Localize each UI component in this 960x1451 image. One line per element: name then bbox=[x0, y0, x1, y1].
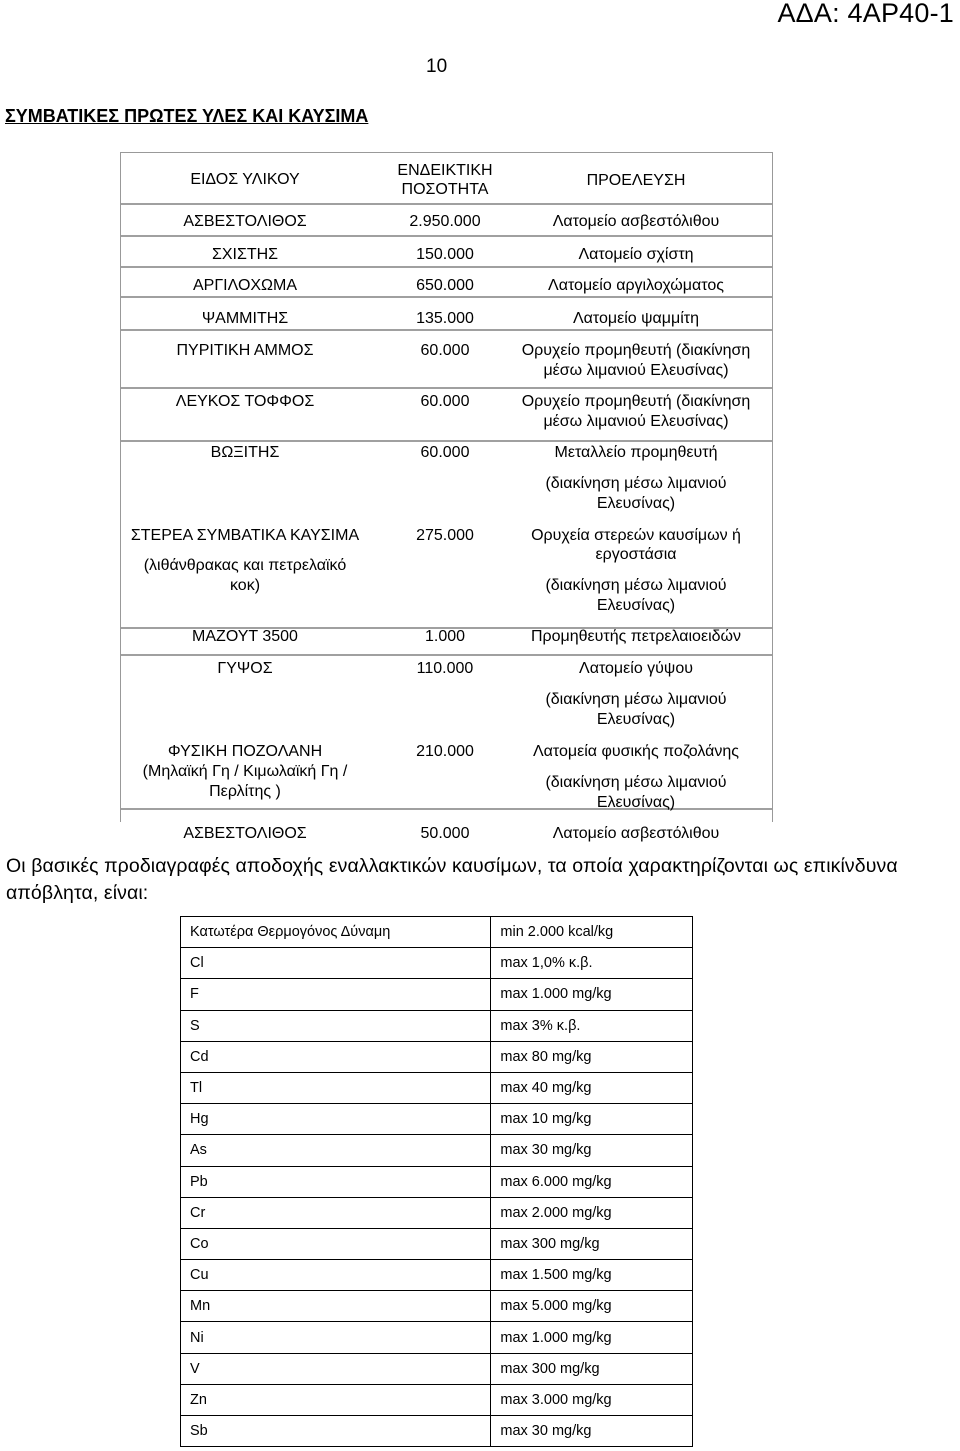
spec-name: Cr bbox=[181, 1197, 491, 1228]
table-row-origin: Λατομείο ασβεστόλιθου bbox=[552, 825, 720, 842]
ada-code: ΑΔΑ: 4ΑΡ40-1 bbox=[777, 0, 954, 28]
spec-value: max 3.000 mg/kg bbox=[491, 1384, 693, 1415]
spec-name: V bbox=[181, 1353, 491, 1384]
spec-name: Cd bbox=[181, 1041, 491, 1072]
table-row-type: ΠΥΡΙΤΙΚΗ ΑΜΜΟΣ bbox=[176, 342, 314, 359]
table-row-qty: 60.000 bbox=[420, 393, 470, 410]
table-row-origin: Προμηθευτής πετρελαιοειδών bbox=[530, 628, 742, 645]
table-row bbox=[181, 948, 693, 979]
table-row-qty: 110.000 bbox=[416, 660, 474, 677]
table-row bbox=[181, 1072, 693, 1103]
table-row-type-cont: (λιθάνθρακας και πετρελαϊκό bbox=[143, 557, 347, 574]
spec-name: Ni bbox=[181, 1322, 491, 1353]
table-row-qty: 650.000 bbox=[416, 277, 474, 294]
spec-name: Sb bbox=[181, 1416, 491, 1447]
spec-value: max 1.000 mg/kg bbox=[491, 1322, 693, 1353]
table-row-qty: 150.000 bbox=[416, 246, 474, 263]
table-row bbox=[181, 979, 693, 1010]
spec-value: max 2.000 mg/kg bbox=[491, 1197, 693, 1228]
table-row-qty: 60.000 bbox=[420, 342, 470, 359]
table-row-qty: 135.000 bbox=[416, 310, 474, 327]
table-row-type: ΒΩΞΙΤΗΣ bbox=[210, 444, 280, 461]
spec-value: max 3% κ.β. bbox=[491, 1010, 693, 1041]
table-row-qty: 2.950.000 bbox=[409, 213, 481, 230]
table-row bbox=[181, 1416, 693, 1447]
table-row-type: ΑΣΒΕΣΤΟΛΙΘΟΣ bbox=[183, 825, 307, 842]
spec-name: Κατωτέρα Θερμογόνος Δύναμη bbox=[181, 917, 491, 948]
table-row-origin-cont: μέσω λιμανιού Ελευσίνας) bbox=[543, 362, 729, 379]
table-row bbox=[181, 1010, 693, 1041]
table-row bbox=[181, 917, 693, 948]
spec-value: max 30 mg/kg bbox=[491, 1416, 693, 1447]
table-row-origin-cont: Ελευσίνας) bbox=[596, 711, 676, 728]
table-row-type-cont: κοκ) bbox=[229, 577, 261, 594]
table-row-qty: 60.000 bbox=[420, 444, 470, 461]
spec-value: min 2.000 kcal/kg bbox=[491, 917, 693, 948]
spec-name: Pb bbox=[181, 1166, 491, 1197]
table-row-qty: 210.000 bbox=[416, 743, 474, 760]
specs-intro-paragraph: Οι βασικές προδιαγραφές αποδοχής εναλλακτικών καυσίμων, τα οποία χαρακτηρίζονται ως επικίνδυνα απόβλητα, είναι: bbox=[6, 855, 898, 904]
table-row bbox=[181, 1197, 693, 1228]
spec-value: max 10 mg/kg bbox=[491, 1104, 693, 1135]
spec-value: max 5.000 mg/kg bbox=[491, 1291, 693, 1322]
spec-value: max 1.500 mg/kg bbox=[491, 1260, 693, 1291]
spec-name: F bbox=[181, 979, 491, 1010]
spec-value: max 300 mg/kg bbox=[491, 1353, 693, 1384]
table-row bbox=[181, 1353, 693, 1384]
table-row-type: ΛΕΥΚΟΣ ΤΟΦΦΟΣ bbox=[175, 393, 315, 410]
table-row-type: ΦΥΣΙΚΗ ΠΟΖΟΛΑΝΗ bbox=[167, 743, 323, 760]
table-row bbox=[181, 1104, 693, 1135]
spec-name: Zn bbox=[181, 1384, 491, 1415]
header-qty-line2: ΠΟΣΟΤΗΤΑ bbox=[401, 181, 489, 198]
spec-name: Mn bbox=[181, 1291, 491, 1322]
table-row-origin: Λατομείο ασβεστόλιθου bbox=[552, 213, 720, 230]
table-row-origin: Λατομείο γύψου bbox=[579, 660, 693, 677]
spec-name: As bbox=[181, 1135, 491, 1166]
spec-name: Cu bbox=[181, 1260, 491, 1291]
table-row-type-cont: (Μηλαϊκή Γη / Κιμωλαϊκή Γη / bbox=[142, 763, 348, 780]
table-row-qty: 275.000 bbox=[416, 527, 474, 544]
spec-name: Hg bbox=[181, 1104, 491, 1135]
table-row-type: ΣΤΕΡΕΑ ΣΥΜΒΑΤΙΚΑ ΚΑΥΣΙΜΑ bbox=[130, 527, 360, 544]
spec-value: max 6.000 mg/kg bbox=[491, 1166, 693, 1197]
table-row-origin: Λατομείο αργιλοχώματος bbox=[548, 277, 724, 294]
table-row bbox=[181, 1228, 693, 1259]
spec-table bbox=[180, 916, 693, 1447]
spec-value: max 80 mg/kg bbox=[491, 1041, 693, 1072]
spec-value: max 40 mg/kg bbox=[491, 1072, 693, 1103]
spec-value: max 1.000 mg/kg bbox=[491, 979, 693, 1010]
table-row-origin: Λατομείο σχίστη bbox=[578, 246, 694, 263]
table-row-origin-cont: Ελευσίνας) bbox=[596, 495, 676, 512]
section-title: ΣΥΜΒΑΤΙΚΕΣ ΠΡΩΤΕΣ ΥΛΕΣ ΚΑΙ ΚΑΥΣΙΜΑ bbox=[5, 106, 369, 126]
table-row bbox=[181, 1291, 693, 1322]
table-row-origin: Ορυχείο προμηθευτή (διακίνηση bbox=[521, 393, 751, 410]
spec-value: max 30 mg/kg bbox=[491, 1135, 693, 1166]
table-row-origin-cont: Ελευσίνας) bbox=[596, 794, 676, 811]
spec-name: Cl bbox=[181, 948, 491, 979]
spec-name: S bbox=[181, 1010, 491, 1041]
table-row bbox=[181, 1384, 693, 1415]
table-row-origin: Λατομείο ψαμμίτη bbox=[572, 310, 700, 327]
spec-value: max 1,0% κ.β. bbox=[491, 948, 693, 979]
table-row-origin-cont: εργοστάσια bbox=[595, 546, 677, 563]
table-row-origin: Μεταλλείο προμηθευτή bbox=[554, 444, 718, 461]
table-row-type: ΑΣΒΕΣΤΟΛΙΘΟΣ bbox=[183, 213, 307, 230]
table-row-type: ΣΧΙΣΤΗΣ bbox=[211, 246, 279, 263]
spec-name: Co bbox=[181, 1228, 491, 1259]
spec-name: Tl bbox=[181, 1072, 491, 1103]
table-row-type-cont: Περλίτης ) bbox=[209, 783, 281, 800]
table-row-type: ΨΑΜΜΙΤΗΣ bbox=[201, 310, 289, 327]
table-row-origin-cont: Ελευσίνας) bbox=[596, 597, 676, 614]
table-row-qty: 1.000 bbox=[424, 628, 466, 645]
table-row bbox=[181, 1166, 693, 1197]
table-row bbox=[181, 1260, 693, 1291]
table-row-origin-cont: (διακίνηση μέσω λιμανιού bbox=[545, 577, 727, 594]
table-row-type: ΑΡΓΙΛΟΧΩΜΑ bbox=[192, 277, 298, 294]
table-row-origin: Λατομεία φυσικής ποζολάνης bbox=[532, 743, 740, 760]
table-row-type: ΜΑΖΟΥΤ 3500 bbox=[192, 628, 298, 645]
header-qty-line1: ΕΝΔΕΙΚΤΙΚΗ bbox=[397, 162, 493, 179]
spec-value: max 300 mg/kg bbox=[491, 1228, 693, 1259]
table-row-origin-cont: (διακίνηση μέσω λιμανιού bbox=[545, 691, 727, 708]
table-row bbox=[181, 1041, 693, 1072]
table-row-origin-cont: μέσω λιμανιού Ελευσίνας) bbox=[543, 413, 729, 430]
table-row-origin-cont: (διακίνηση μέσω λιμανιού bbox=[545, 475, 727, 492]
page-number: 10 bbox=[426, 56, 448, 77]
table-row-origin: Ορυχεία στερεών καυσίμων ή bbox=[531, 527, 741, 544]
table-row-qty: 50.000 bbox=[420, 825, 470, 842]
table-row bbox=[181, 1135, 693, 1166]
table-row-origin: Ορυχείο προμηθευτή (διακίνηση bbox=[521, 342, 751, 359]
header-origin: ΠΡΟΕΛΕΥΣΗ bbox=[586, 172, 686, 189]
table-row bbox=[181, 1322, 693, 1353]
table-row-type: ΓΥΨΟΣ bbox=[217, 660, 273, 677]
table-row-origin-cont: (διακίνηση μέσω λιμανιού bbox=[545, 774, 727, 791]
header-type: ΕΙΔΟΣ ΥΛΙΚΟΥ bbox=[190, 171, 300, 188]
